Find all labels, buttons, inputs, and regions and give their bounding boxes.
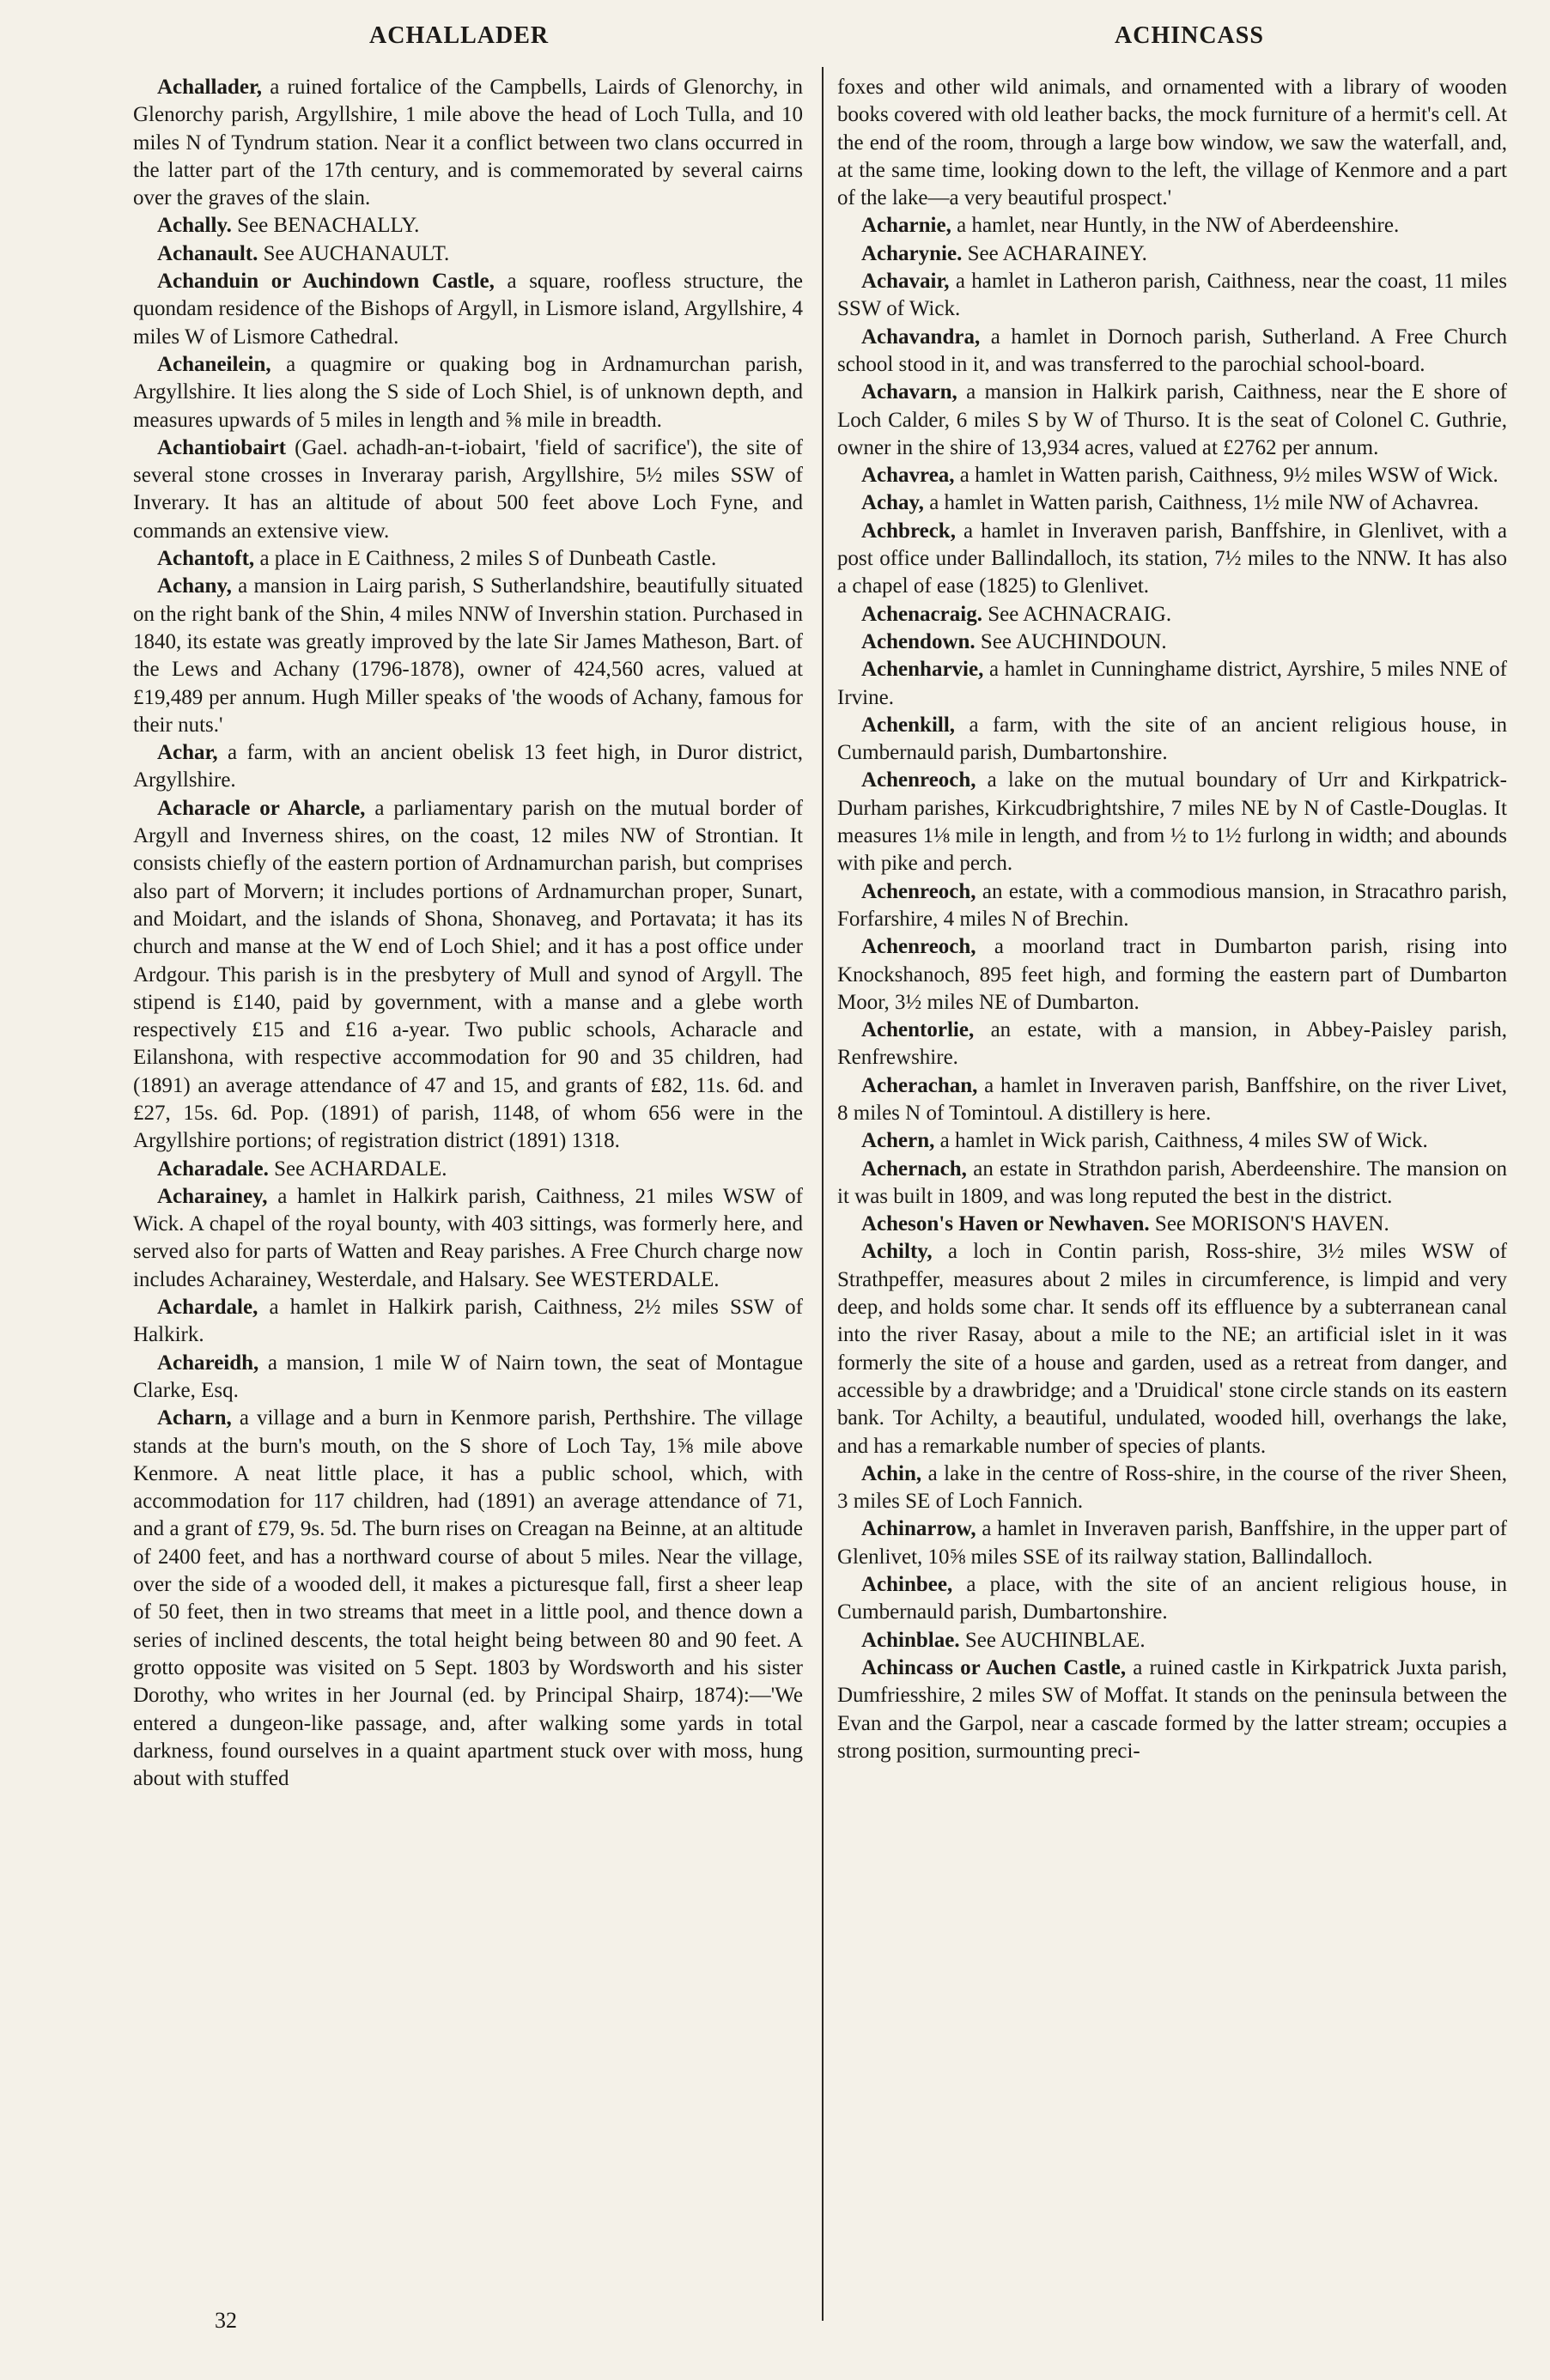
gazetteer-entry [133,739,803,795]
gazetteer-entry [837,1211,1507,1238]
entry-body: a place, with the site of an ancient religious house, in Cumbernauld parish, Dumbartonshire. [837,1573,1507,1624]
entry-headword: Achar, [157,741,218,765]
entry-body: a mansion, 1 mile W of Nairn town, the seat of Montague Clarke, Esq. [133,1351,803,1402]
entry-body: a lake on the mutual boundary of Urr and Kirkpatrick-Durham parishes, Kirkcudbrightshire, 7 miles NE by N of Castle-Douglas. It measures 1⅛ mile in length, and from ½ to 1½ furlong in width; and abounds with pike and perch. [837,768,1507,876]
gazetteer-entry [837,1072,1507,1128]
entry-headword: Achavandra, [861,325,981,349]
entry-headword: Achanduin or Auchindown Castle, [157,270,495,294]
entry-headword: Acharynie. [861,241,963,265]
entry-headword: Achincass or Auchen Castle, [861,1655,1127,1679]
entry-headword: Acharainey, [157,1184,268,1208]
entry-body: a hamlet in Watten parish, Caithness, 1½ mile NW of Achavrea. [923,491,1480,515]
gazetteer-entry [837,767,1507,877]
gazetteer-entry [133,212,803,240]
gazetteer-entry [837,878,1507,934]
entry-headword: Achavarn, [861,380,957,404]
entry-headword: Achbreck, [861,519,956,543]
entry-body: a hamlet in Dornoch parish, Sutherland. A Free Church school stood in it, and was transferred to the parochial school-board. [837,325,1507,376]
gazetteer-entry [837,628,1507,656]
entry-body: a lake in the centre of Ross-shire, in the course of the river Sheen, 3 miles SE of Loch Fannich. [837,1461,1507,1514]
entry-body: See AUCHANAULT. [258,241,450,265]
entry-body: a hamlet in Inveraven parish, Banffshire, in Glenlivet, with a post office under Ballindalloch, its station, 7½ miles to the NNW. It has also a chapel of ease (1825) to Glenlivet. [837,519,1507,598]
entry-body: a hamlet in Halkirk parish, Caithness, 21 miles WSW of Wick. A chapel of the royal bounty, with 403 sittings, was formerly here, and served also for parts of Watten and Reay parishes. A Free Church charge now includes Acharainey, Westerdale, and Halsary. See WESTERDALE. [133,1184,803,1291]
gazetteer-entry [133,1294,803,1350]
entry-body: a parliamentary parish on the mutual border of Argyll and Inverness shires, on the coast, 12 miles NW of Strontian. It consists chiefly of the eastern portion of Ardnamurchan parish, but comprises also part of Morvern; it includes portions of Ardnamurchan proper, Sunart, and Moidart, and the islands of Shona, Shonaveg, and Portavata; it has its church and manse at the W end of Loch Shiel; and it has a post office under Ardgour. This parish is in the presbytery of Mull and synod of Argyll. The stipend is £140, paid by government, with a manse and a glebe worth respectively £15 and £16 a-year. Two public schools, Acharacle and Eilanshona, with respective accommodation for 90 and 35 children, had (1891) an average attendance of 47 and 15, and grants of £82, 11s. 6d. and £27, 15s. 6d. Pop. (1891) of parish, 1148, of whom 656 were in the Argyllshire portions; of registration district (1891) 1318. [133,796,804,1153]
entry-headword: Achay, [861,491,924,515]
gazetteer-entry [133,795,803,1156]
entry-headword: Achany, [157,574,232,598]
gazetteer-entry [837,933,1507,1017]
gazetteer-entry [837,1654,1507,1765]
entry-body: a square, roofless structure, the quondam residence of the Bishops of Argyll, in Lismore island, Argyllshire, 4 miles W of Lismore Cathedral. [133,270,803,349]
entry-headword: Acharn, [157,1406,232,1430]
entry-headword: Acharadale. [157,1157,269,1181]
entry-body: See MORISON'S HAVEN. [1149,1212,1389,1236]
entry-body: a hamlet, near Huntly, in the NW of Aberdeenshire. [951,214,1400,238]
gazetteer-entry [133,240,803,268]
entry-body: a mansion in Halkirk parish, Caithness, near the E shore of Loch Calder, 6 miles S by W of Thurso. It is the seat of Colonel C. Guthrie, owner in the shire of 13,934 acres, valued at £2762 per annum. [837,380,1507,459]
gazetteer-entry [837,1127,1507,1155]
entry-body: (Gael. achadh-an-t-iobairt, 'field of sacrifice'), the site of several stone crosses in Inveraray parish, Argyllshire, 5½ miles SSW of Inverary. It has an altitude of about 500 feet above Loch Fyne, and commands an extensive view. [133,435,803,543]
entry-body: a ruined fortalice of the Campbells, Lairds of Glenorchy, in Glenorchy parish, Argyllshire, 1 mile above the head of Loch Tulla, and 10 miles N of Tyndrum station. Near it a conflict between two clans occurred in the latter part of the 17th century, and is commemorated by several cairns over the graves of the slain. [133,76,803,210]
entry-headword: Achilty, [861,1240,933,1264]
gazetteer-entry [837,518,1507,601]
entry-body: a hamlet in Cunninghame district, Ayrshire, 5 miles NNE of Irvine. [837,658,1507,709]
running-head-left: ACHALLADER [369,22,550,49]
entry-body: an estate in Strathdon parish, Aberdeenshire. The mansion on it was built in 1809, and was long reputed the best in the district. [837,1157,1507,1208]
entry-body: a loch in Contin parish, Ross-shire, 3½ miles WSW of Strathpeffer, measures about 2 miles in circumference, is limpid and very deep, and holds some char. It sends off its effluence by a subterranean canal into the river Rasay, about a mile to the NE; an artificial islet in it was formerly the site of a house and garden, used as a retreat from danger, and accessible by a drawbridge; and a 'Druidical' stone circle stands on its eastern bank. Tor Achilty, a beautiful, undulated, wooded hill, overhangs the lake, and has a remarkable number of species of plants. [837,1240,1507,1458]
gazetteer-entry [837,656,1507,712]
gazetteer-entry [133,1183,803,1294]
gazetteer-entry [133,351,803,434]
entry-headword: Achavair, [861,270,950,294]
entry-body: a hamlet in Halkirk parish, Caithness, 2½ miles SSW of Halkirk. [133,1296,803,1347]
entry-headword: Achally. [157,214,232,238]
column-divider [822,67,824,2321]
entry-headword: Achareidh, [157,1351,259,1375]
entry-headword: Achenreoch, [861,768,976,792]
gazetteer-entry [837,489,1507,517]
entry-headword: Achendown. [861,629,976,653]
entry-body: a ruined castle in Kirkpatrick Juxta parish, Dumfriesshire, 2 miles SW of Moffat. It stands on the peninsula between the Evan and the Garpol, near a cascade formed by the latter stream; occupies a strong position, surmounting preci- [837,1655,1507,1763]
gazetteer-entry [837,1017,1507,1072]
gazetteer-entry [133,1405,803,1793]
gazetteer-entry [837,712,1507,768]
gazetteer-entry [133,573,803,739]
gazetteer-entry [837,601,1507,628]
entry-body: foxes and other wild animals, and ornamented with a library of wooden books covered with old leather backs, the mock furniture of a hermit's cell. At the end of the room, through a large bow window, we saw the waterfall, and, at the same time, looking down to the left, the village of Kenmore and a part of the lake—a very beautiful prospect.' [837,76,1507,210]
gazetteer-entry [837,268,1507,324]
gazetteer-entry [837,1238,1507,1460]
entry-headword: Achavrea, [861,464,955,488]
gazetteer-entry [837,1460,1507,1516]
entry-headword: Acharnie, [861,214,951,238]
entry-headword: Achenreoch, [861,879,976,903]
entry-body: a hamlet in Inveraven parish, Banffshire, on the river Livet, 8 miles N of Tomintoul. A distillery is here. [837,1073,1507,1125]
entry-body: See AUCHINDOUN. [975,629,1167,653]
entry-body: an estate, with a mansion, in Abbey-Paisley parish, Renfrewshire. [837,1018,1507,1070]
entry-headword: Achin, [861,1461,922,1485]
entry-body: a hamlet in Latheron parish, Caithness, near the coast, 11 miles SSW of Wick. [837,270,1507,321]
entry-body: See AUCHINBLAE. [959,1628,1146,1652]
gazetteer-entry [837,1515,1507,1571]
entry-headword: Achentorlie, [861,1018,975,1042]
entry-headword: Achinblae. [861,1628,960,1652]
gazetteer-entry [837,462,1507,489]
entry-headword: Achern, [861,1129,935,1153]
gazetteer-entry [837,1627,1507,1654]
entry-headword: Achantoft, [157,547,255,571]
gazetteer-entry [133,1156,803,1183]
entry-body: a hamlet in Watten parish, Caithness, 9½ miles WSW of Wick. [954,464,1498,488]
right-column [837,74,1507,1765]
gazetteer-entry [837,212,1507,240]
entry-headword: Achernach, [861,1157,967,1181]
gazetteer-entry [837,1571,1507,1627]
gazetteer-entry [133,74,803,212]
entry-body: a quagmire or quaking bog in Ardnamurchan parish, Argyllshire. It lies along the S side of Loch Shiel, is of unknown depth, and measures upwards of 5 miles in length and ⅝ mile in breadth. [133,352,803,432]
entry-body: a village and a burn in Kenmore parish, Perthshire. The village stands at the burn's mouth, on the S shore of Loch Tay, 1⅝ mile above Kenmore. A neat little place, it has a public school, which, with accommodation for 117 children, had (1891) an average attendance of 71, and a grant of £79, 9s. 5d. The burn rises on Creagan na Beinne, at an altitude of 2400 feet, and has a northward course of about 5 miles. Near the village, over the side of a wooded dell, it makes a picturesque fall, first a sheer leap of 50 feet, then in two streams that meet in a little pool, and thence down a series of inclined descents, the total height being between 80 and 90 feet. A grotto opposite was visited on 5 Sept. 1803 by Wordsworth and his sister Dorothy, who writes in her Journal (ed. by Principal Shairp, 1874):—'We entered a dungeon-like passage, and, after walking some yards in total darkness, found ourselves in a quaint apartment stuck over with moss, hung about with stuffed [133,1406,803,1791]
entry-body: See ACHARDALE. [268,1157,447,1181]
entry-body: a moorland tract in Dumbarton parish, rising into Knockshanoch, 895 feet high, and forming the eastern part of Dumbarton Moor, 3½ miles NE of Dumbarton. [837,935,1507,1014]
entry-headword: Achinarrow, [861,1517,976,1541]
entry-headword: Achenharvie, [861,658,984,682]
entry-headword: Achardale, [157,1296,258,1320]
entry-body: a place in E Caithness, 2 miles S of Dunbeath Castle. [254,547,717,571]
gazetteer-entry [133,268,803,351]
gazetteer-entry [133,545,803,573]
entry-headword: Achantiobairt [157,435,286,459]
entry-headword: Achaneilein, [157,352,271,376]
entry-body: a hamlet in Inveraven parish, Banffshire, in the upper part of Glenlivet, 10⅝ miles SSE of its railway station, Ballindalloch. [837,1517,1507,1569]
running-head-right: ACHINCASS [1115,22,1264,49]
entry-headword: Achanault. [157,241,258,265]
entry-body: See BENACHALLY. [231,214,420,238]
entry-headword: Achinbee, [861,1573,953,1597]
entry-body: an estate, with a commodious mansion, in Stracathro parish, Forfarshire, 4 miles N of Brechin. [837,879,1507,931]
gazetteer-entry [133,434,803,545]
entry-headword: Achenacraig. [861,602,982,626]
entry-headword: Acherachan, [861,1073,978,1097]
page-number: 32 [215,2308,237,2333]
gazetteer-entry [837,1156,1507,1211]
gazetteer-entry [837,324,1507,379]
entry-body: See ACHARAINEY. [962,241,1147,265]
entry-headword: Acharacle or Aharcle, [157,796,366,820]
entry-headword: Achenreoch, [861,935,976,959]
gazetteer-entry [837,240,1507,268]
entry-headword: Acheson's Haven or Newhaven. [861,1212,1150,1236]
entry-body: a hamlet in Wick parish, Caithness, 4 miles SW of Wick. [934,1129,1428,1153]
entry-headword: Achallader, [157,76,262,99]
entry-body: a farm, with an ancient obelisk 13 feet high, in Duror district, Argyllshire. [133,741,803,792]
left-column [133,74,803,1793]
entry-body: a farm, with the site of an ancient religious house, in Cumbernauld parish, Dumbartonshire. [837,713,1507,765]
entry-headword: Achenkill, [861,713,956,737]
gazetteer-entry [837,379,1507,462]
entry-body: a mansion in Lairg parish, S Sutherlandshire, beautifully situated on the right bank of the Shin, 4 miles NNW of Invershin station. Purchased in 1840, its estate was greatly improved by the late Sir James Matheson, Bart. of the Lews and Achany (1796-1878), owner of 424,560 acres, valued at £19,489 per annum. Hugh Miller speaks of 'the woods of Achany, famous for their nuts.' [133,574,803,737]
gazetteer-entry [133,1350,803,1406]
gazetteer-entry [837,74,1507,212]
entry-body: See ACHNACRAIG. [982,602,1172,626]
